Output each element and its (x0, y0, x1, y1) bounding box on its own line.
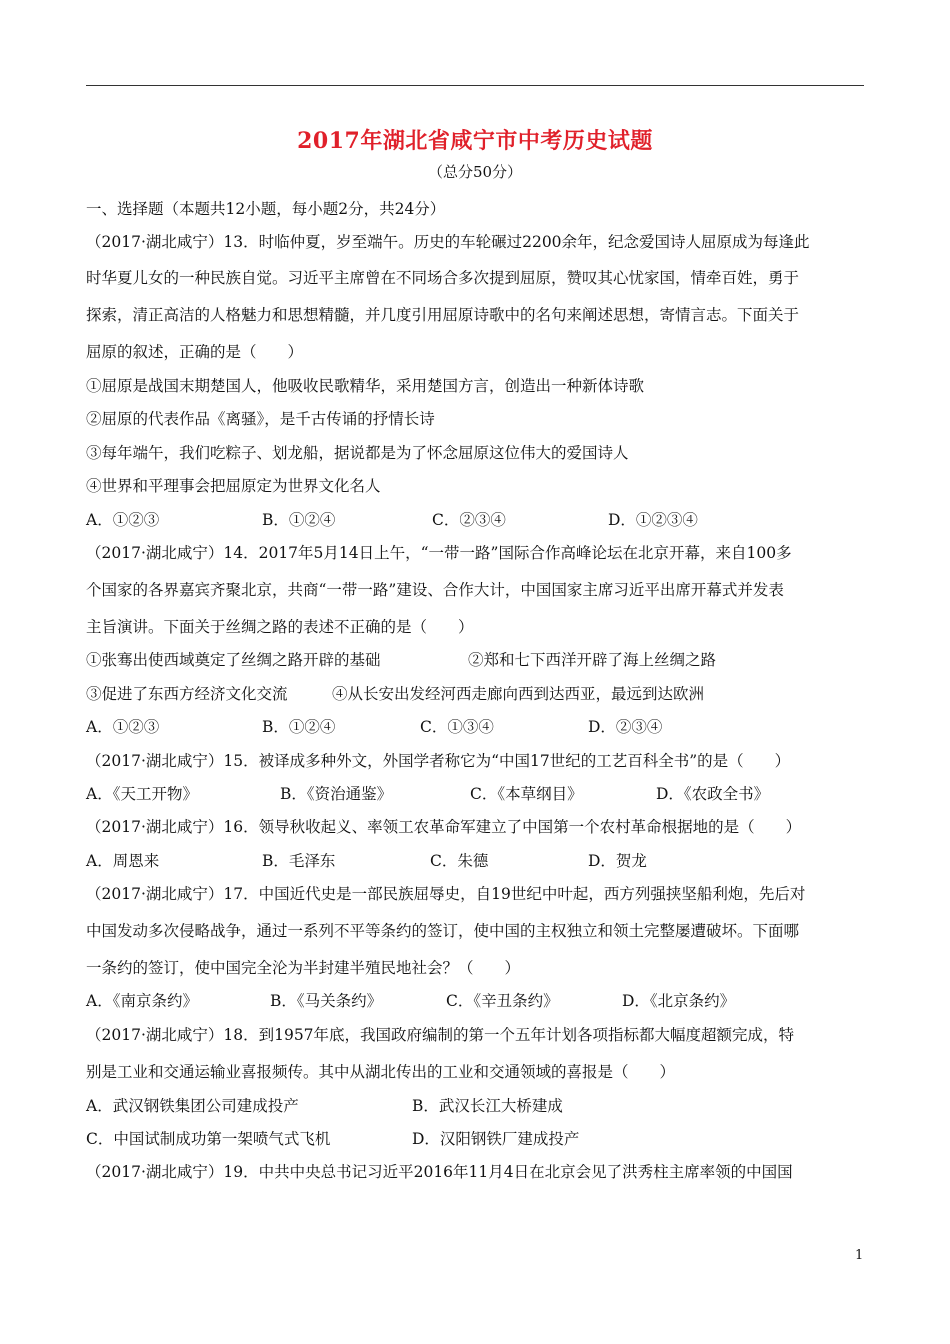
option-d: D．《北京条约》 (622, 992, 736, 1010)
option-b: B．《资治通鉴》 (280, 785, 393, 803)
option-b: B．武汉长江大桥建成 (412, 1097, 563, 1115)
option-d: D．《农政全书》 (656, 785, 770, 803)
question-18-options-row (86, 1127, 866, 1149)
question-18-line: 别是工业和交通运输业喜报频传。其中从湖北传出的工业和交通领域的喜报是（ ） (86, 1063, 676, 1081)
question-19-line: （2017·湖北咸宁）19．中共中央总书记习近平2016年11月4日在北京会见了洪秀柱主席率领的中国国 (86, 1163, 793, 1181)
question-13-line: 时华夏儿女的一种民族自觉。习近平主席曾在不同场合多次提到屈原，赞叹其心忧家国，情牵百姓，勇于 (86, 269, 800, 287)
question-14-item: ④从长安出发经河西走廊向西到达西亚，最远到达欧洲 (332, 685, 705, 703)
question-13-line: 屈原的叙述，正确的是（ ） (86, 343, 304, 361)
question-14-line: 个国家的各界嘉宾齐聚北京，共商“一带一路”建设、合作大计，中国国家主席习近平出席开幕式并发表 (86, 581, 784, 599)
question-14-options (86, 715, 866, 737)
option-a: A．①②③ (86, 511, 160, 529)
question-13-item: ①屈原是战国末期楚国人，他吸收民歌精华，采用楚国方言，创造出一种新体诗歌 (86, 377, 645, 395)
question-17-line: 中国发动多次侵略战争，通过一系列不平等条约的签订，使中国的主权独立和领土完整屡遭破坏。下面哪 (86, 922, 800, 940)
option-a: A．《天工开物》 (86, 785, 198, 803)
question-14-item: ③促进了东西方经济文化交流 (86, 685, 288, 703)
question-18-options-row (86, 1094, 866, 1116)
option-c: C．《本草纲目》 (470, 785, 583, 803)
option-b: B．毛泽东 (262, 852, 336, 870)
page-title: 2017年湖北省咸宁市中考历史试题 (297, 128, 653, 154)
option-d: D．②③④ (588, 718, 663, 736)
option-a: A．武汉钢铁集团公司建成投产 (86, 1097, 299, 1115)
option-d: D．①②③④ (608, 511, 698, 529)
option-d: D．贺龙 (588, 852, 647, 870)
question-13-item: ④世界和平理事会把屈原定为世界文化名人 (86, 477, 381, 495)
option-b: B．①②④ (262, 511, 336, 529)
question-13-line: 探索，清正高洁的人格魅力和思想精髓，并几度引用屈原诗歌中的名句来阐述思想，寄情言志。下面关于 (86, 306, 800, 324)
question-14-item: ②郑和七下西洋开辟了海上丝绸之路 (468, 651, 717, 669)
question-14-line: 主旨演讲。下面关于丝绸之路的表述不正确的是（ ） (86, 618, 474, 636)
option-c: C．②③④ (432, 511, 506, 529)
question-18-line: （2017·湖北咸宁）18．到1957年底，我国政府编制的第一个五年计划各项指标都大幅度超额完成，特 (86, 1026, 795, 1044)
page-subtitle: （总分50分） (427, 163, 523, 181)
option-b: B．《马关条约》 (270, 992, 383, 1010)
option-c: C．①③④ (420, 718, 494, 736)
question-16-line: （2017·湖北咸宁）16．领导秋收起义、率领工农革命军建立了中国第一个农村革命根据地的是（ ） (86, 818, 802, 836)
question-14-line: （2017·湖北咸宁）14．2017年5月14日上午，“一带一路”国际合作高峰论坛在北京开幕，来自100多 (86, 544, 792, 562)
page-number: 1 (855, 1248, 864, 1263)
question-14-item: ①张骞出使西域奠定了丝绸之路开辟的基础 (86, 651, 381, 669)
header-rule (86, 85, 864, 86)
section-heading: 一、选择题（本题共12小题，每小题2分，共24分） (86, 200, 446, 218)
question-13-item: ②屈原的代表作品《离骚》，是千古传诵的抒情长诗 (86, 410, 435, 428)
question-17-line: （2017·湖北咸宁）17．中国近代史是一部民族屈辱史，自19世纪中叶起，西方列强挟坚船利炮，先后对 (86, 885, 806, 903)
option-a: A．①②③ (86, 718, 160, 736)
option-c: C．朱德 (430, 852, 489, 870)
option-a: A．周恩来 (86, 852, 160, 870)
question-13-line: （2017·湖北咸宁）13．时临仲夏，岁至端午。历史的车轮碾过2200余年，纪念爱国诗人屈原成为每逢此 (86, 233, 810, 251)
option-c: C．《辛丑条约》 (446, 992, 559, 1010)
question-14-items-row (86, 648, 866, 670)
option-d: D．汉阳钢铁厂建成投产 (412, 1130, 580, 1148)
question-14-items-row (86, 682, 866, 704)
question-17-options (86, 989, 866, 1011)
question-16-options (86, 849, 866, 871)
option-c: C．中国试制成功第一架喷气式飞机 (86, 1130, 331, 1148)
question-17-line: 一条约的签订，使中国完全沦为半封建半殖民地社会？（ ） (86, 959, 521, 977)
option-a: A．《南京条约》 (86, 992, 198, 1010)
question-13-item: ③每年端午，我们吃粽子、划龙船，据说都是为了怀念屈原这位伟大的爱国诗人 (86, 444, 629, 462)
question-15-options (86, 782, 866, 804)
question-13-options (86, 508, 866, 530)
question-15-line: （2017·湖北咸宁）15．被译成多种外文，外国学者称它为“中国17世纪的工艺百科全书”的是（ ） (86, 752, 791, 770)
option-b: B．①②④ (262, 718, 336, 736)
